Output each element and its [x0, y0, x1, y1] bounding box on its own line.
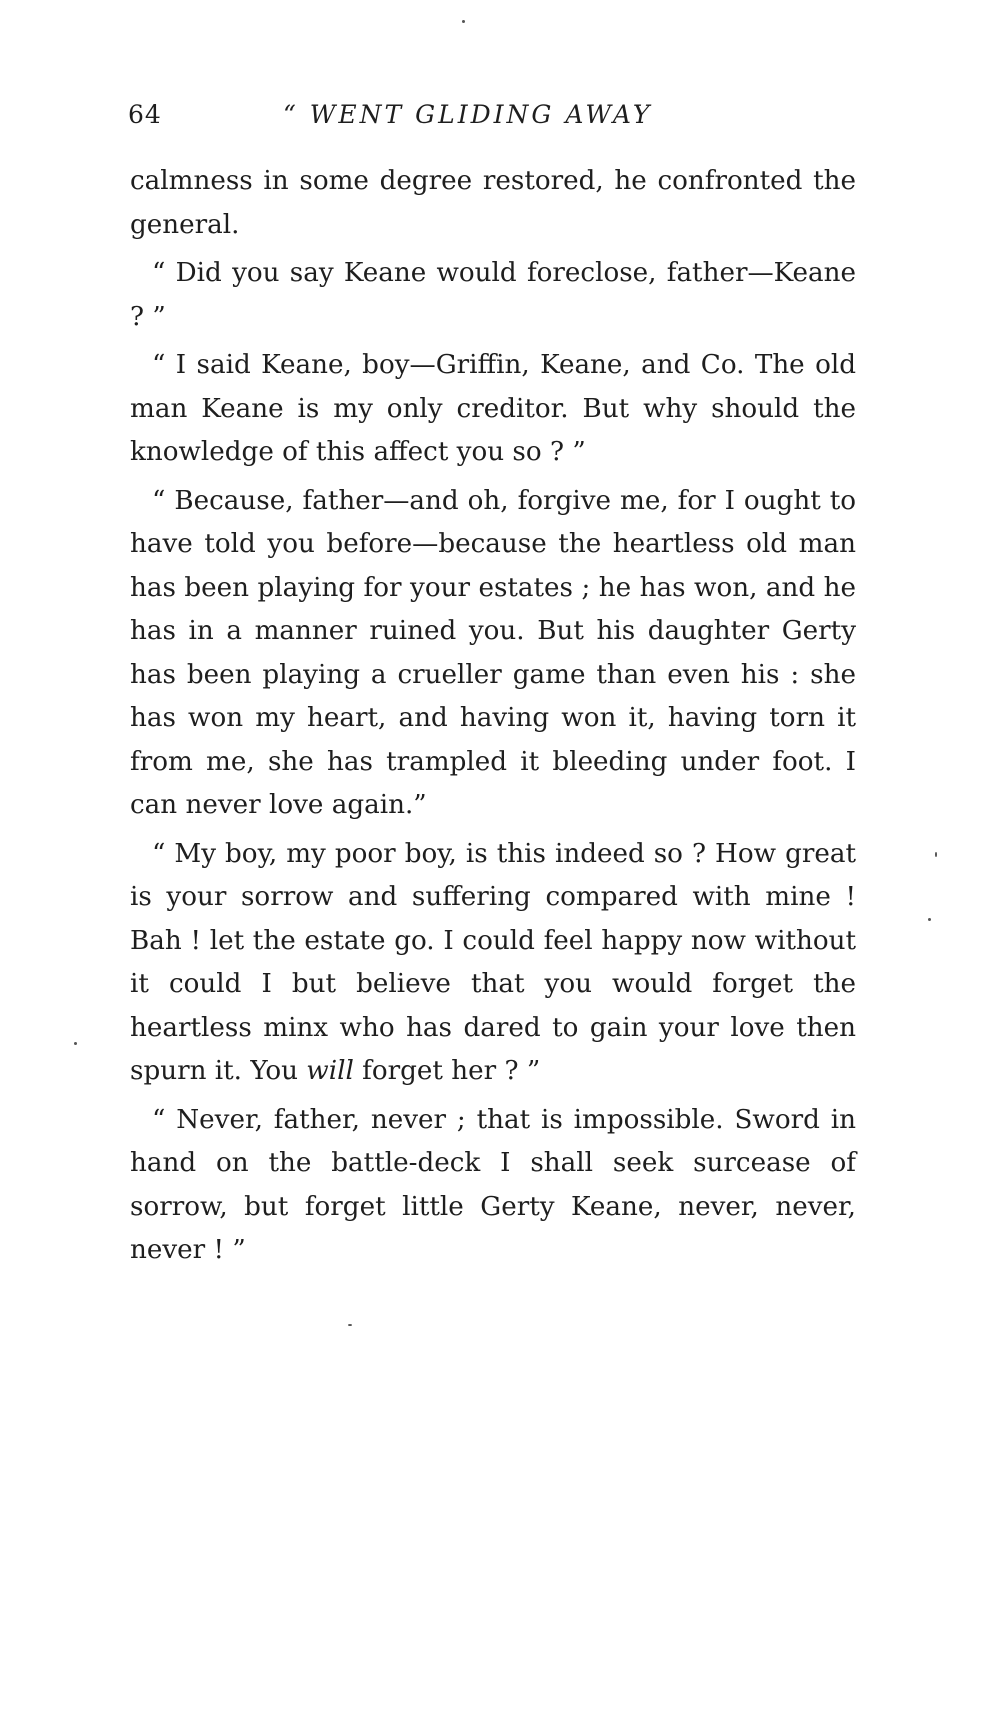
running-head — [128, 100, 848, 140]
paper-speck — [935, 852, 937, 857]
paragraph-dialogue: “ I said Keane, boy—Griffin, Keane, and Co. The old man Keane is my only creditor. But why should the knowledge of this affect you so ? ” — [130, 350, 856, 467]
running-title: “ WENT GLIDING AWAY — [283, 100, 653, 129]
emphasized-word: will — [306, 1056, 354, 1086]
paragraph-text: “ My boy, my poor boy, is this indeed so ? How great is your sorrow and suffering compared with mine ! Bah ! let the estate go. I could feel happy now without it could I but believe that you would forget the heartless minx who has dared to gain your love then spurn it. You — [130, 838, 856, 1086]
paper-speck — [348, 1324, 352, 1326]
paragraph-dialogue: “ Because, father—and oh, forgive me, for I ought to have told you before—because the heartless old man has been playing for your estates ; he has won, and he has in a manner ruined you. But his daughter Gerty has been playing a crueller game than even his : she has won my heart, and having won it, having torn it from me, she has trampled it bleeding under foot. I can never love again.” — [130, 485, 856, 820]
paragraph-text: forget her ? ” — [353, 1056, 541, 1086]
paper-speck — [928, 918, 931, 921]
paragraph-dialogue — [130, 833, 856, 1094]
paragraph-dialogue: “ Never, father, never ; that is impossible. Sword in hand on the battle-deck I shall seek surcease of sorrow, but forget little Gerty Keane, never, never, never ! ” — [130, 1104, 856, 1265]
paragraph-continuation: calmness in some degree restored, he confronted the general. — [130, 166, 856, 240]
paragraph-dialogue: “ Did you say Keane would foreclose, father—Keane ? ” — [130, 258, 856, 332]
body-text — [130, 160, 856, 1278]
page-number: 64 — [128, 100, 162, 129]
paper-speck — [74, 1042, 77, 1045]
paper-speck — [462, 20, 465, 23]
